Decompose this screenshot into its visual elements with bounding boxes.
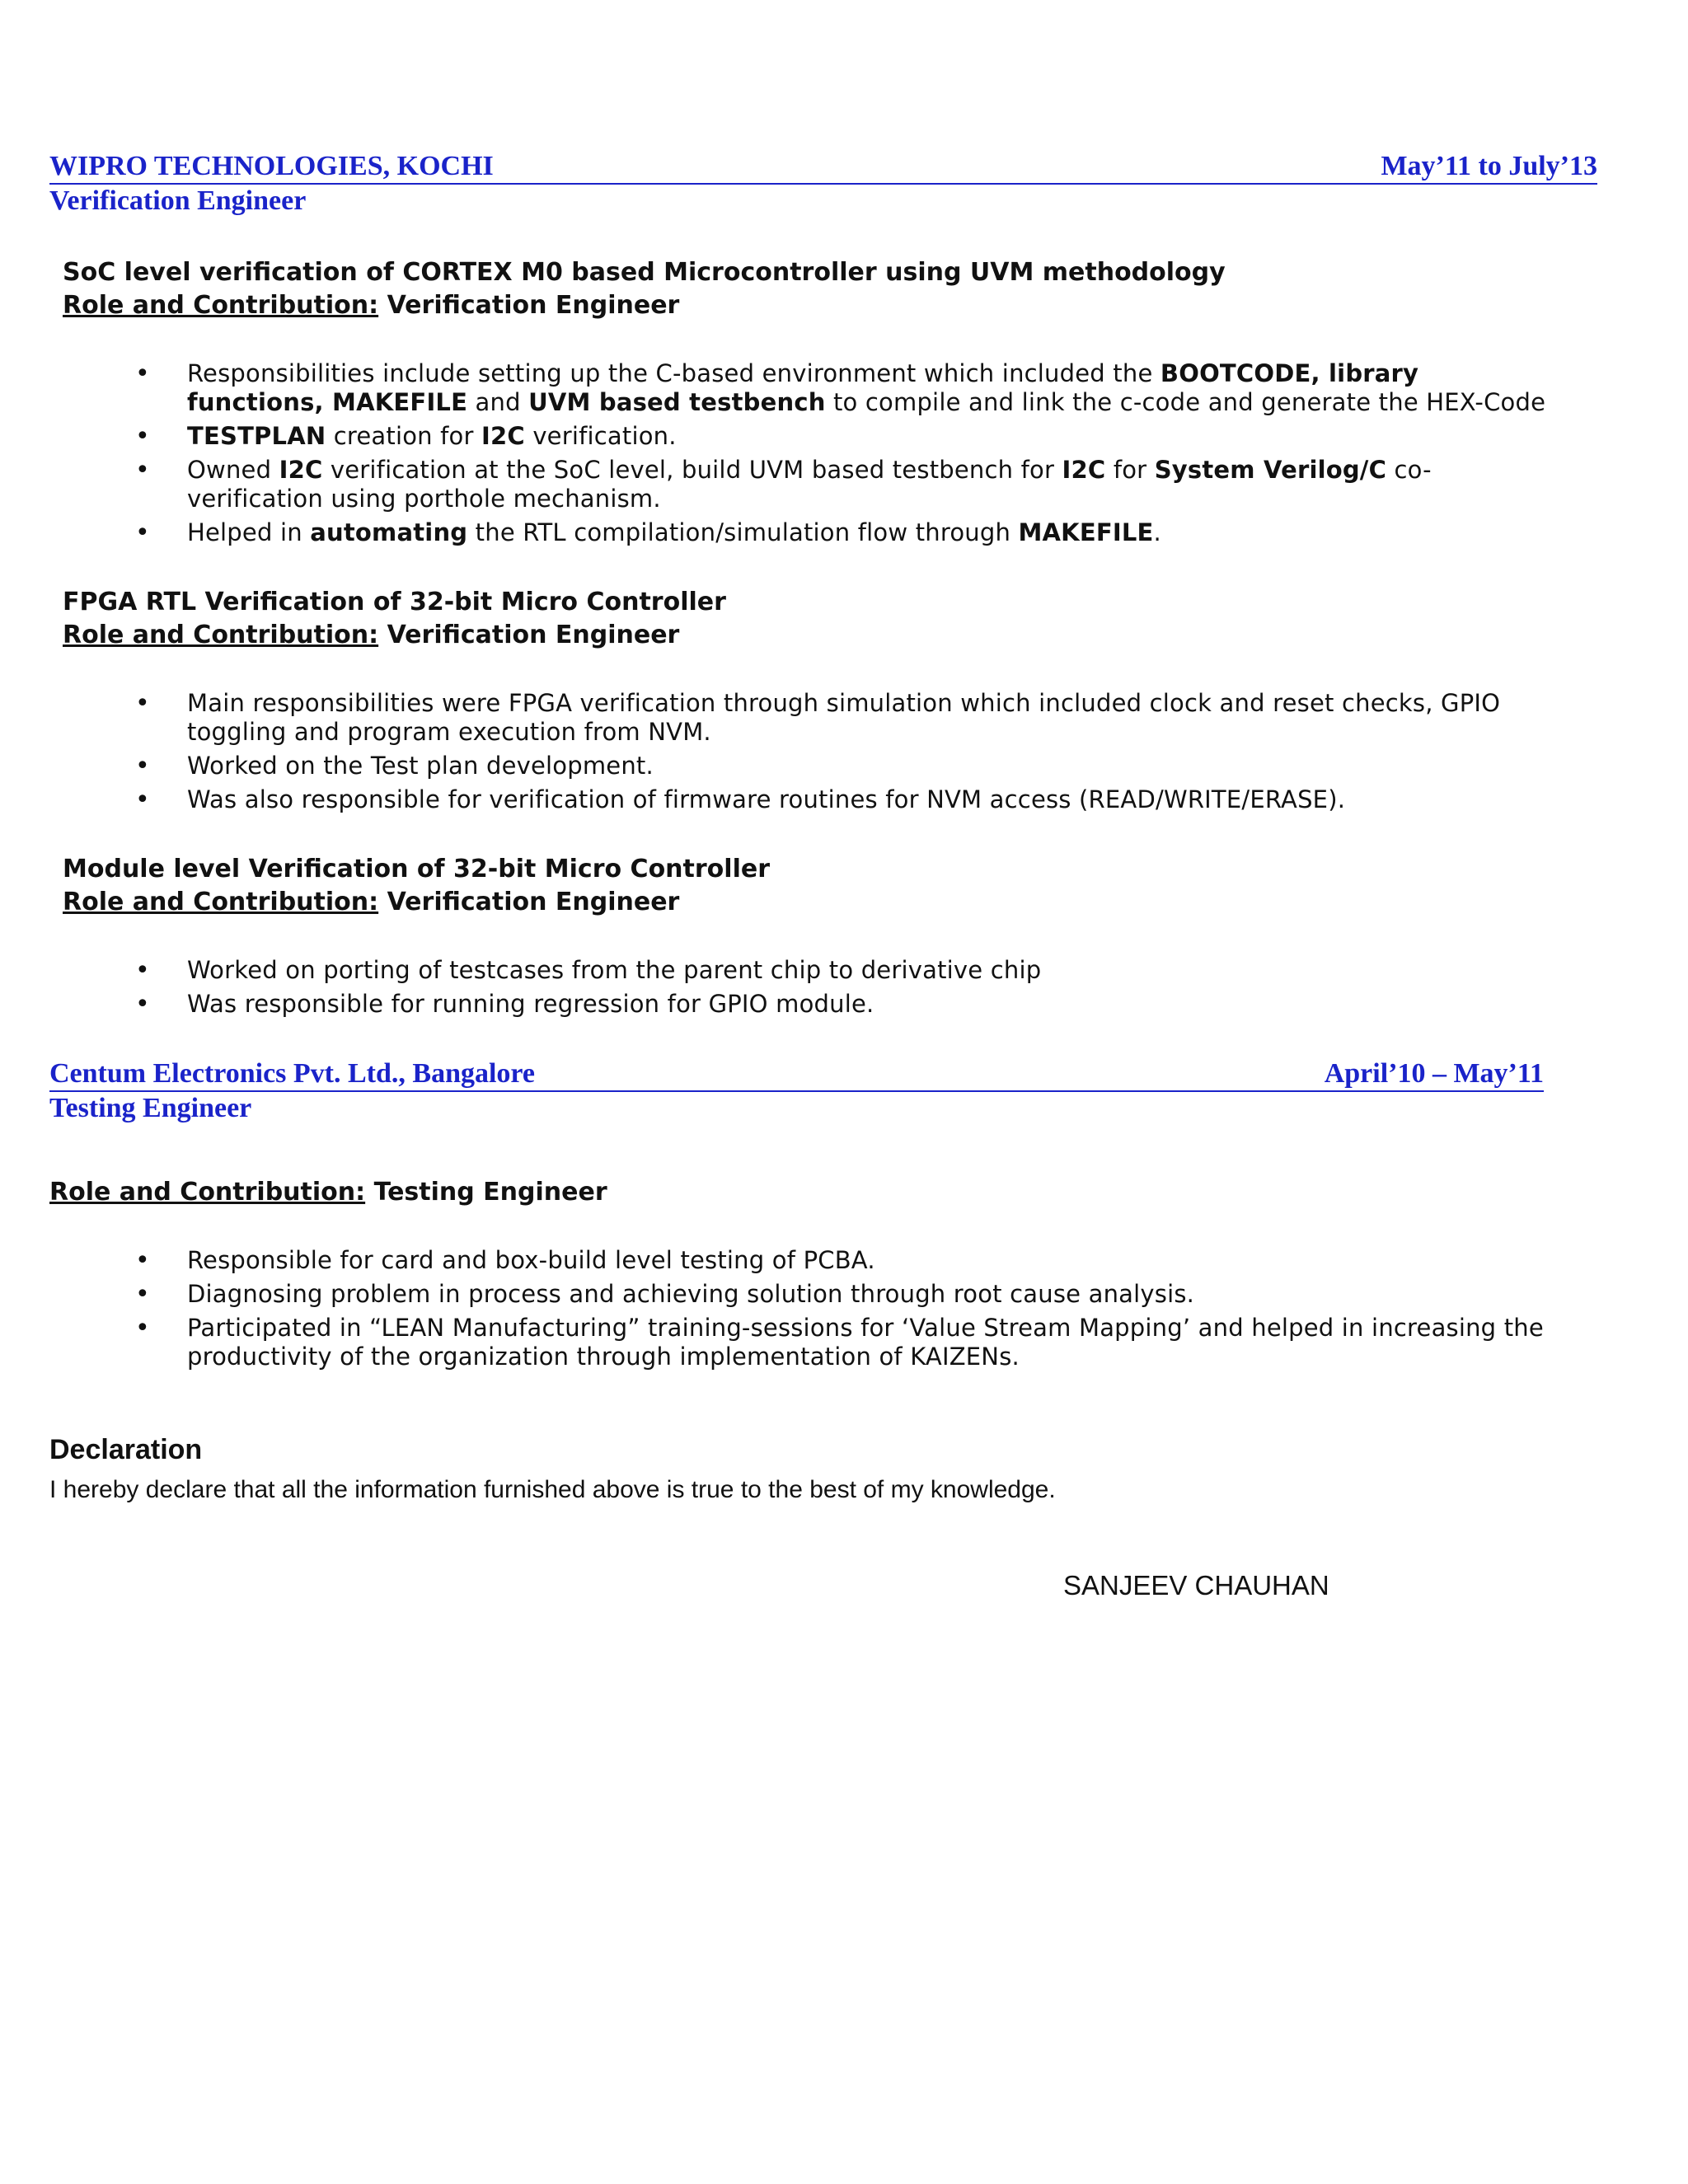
company-name: WIPRO TECHNOLOGIES, KOCHI [49,151,494,181]
project-title: FPGA RTL Verification of 32-bit Micro Controller [63,588,726,616]
job-title: Testing Engineer [49,1093,252,1123]
bullet-item: • Main responsibilities were FPGA verification through simulation which included clock and reset checks, GPIO toggling and program execution from NVM. [0,689,1688,747]
bullet-item: • Owned I2C verification at the SoC level, build UVM based testbench for I2C for System Verilog/C co-verification using porthole mechanism. [0,456,1688,513]
role-label: Role and Contribution: [63,291,379,320]
bullet-item: • Responsible for card and box-build level testing of PCBA. [0,1246,1688,1275]
role-label: Role and Contribution: [63,621,379,649]
company-name: Centum Electronics Pvt. Ltd., Bangalore [49,1058,535,1089]
company-header-wipro [49,150,1597,185]
bullet-item: • Worked on porting of testcases from the parent chip to derivative chip [0,956,1688,985]
role-line [63,886,679,919]
bullet-list [0,956,1688,1024]
employment-dates: May’11 to July’13 [1381,151,1597,181]
bullet-item: • Worked on the Test plan development. [0,752,1688,780]
bullet-item: • Participated in “LEAN Manufacturing” training-sessions for ‘Value Stream Mapping’ and helped in increasing the productivity of the organization through implementation of KAIZENs. [0,1314,1688,1371]
role-line [63,289,679,322]
job-title: Verification Engineer [49,185,307,216]
bullet-list [0,689,1688,819]
bullet-item: • Responsibilities include setting up the C-based environment which included the BOOTCODE, library functions, MAKEFILE and UVM based testbench to compile and link the c-code and generate the HEX-Code [0,359,1688,417]
bullet-list [0,1246,1688,1376]
role-value: Verification Engineer [387,291,680,320]
project-title: Module level Verification of 32-bit Micro Controller [63,855,770,883]
role-label: Role and Contribution: [63,888,379,916]
employment-dates: April’10 – May’11 [1324,1058,1544,1089]
bullet-item: • Helped in automating the RTL compilation/simulation flow through MAKEFILE. [0,518,1688,547]
bullet-item: • TESTPLAN creation for I2C verification. [0,422,1688,451]
declaration-text: I hereby declare that all the information furnished above is true to the best of my knowledge. [49,1476,1056,1503]
signature-name: SANJEEV CHAUHAN [1063,1570,1329,1601]
bullet-item: • Diagnosing problem in process and achieving solution through root cause analysis. [0,1280,1688,1309]
bullet-item: • Was also responsible for verification of firmware routines for NVM access (READ/WRITE/ERASE). [0,785,1688,814]
declaration-heading: Declaration [49,1434,203,1465]
role-line [63,619,679,652]
company-header-centum [49,1057,1544,1092]
role-value: Verification Engineer [387,621,680,649]
role-label: Role and Contribution: [49,1178,366,1207]
role-value: Verification Engineer [387,888,680,916]
role-value: Testing Engineer [373,1178,607,1207]
role-line [49,1176,607,1209]
bullet-item: • Was responsible for running regression for GPIO module. [0,990,1688,1019]
bullet-list [0,359,1688,552]
project-title: SoC level verification of CORTEX M0 based Microcontroller using UVM methodology [63,258,1226,287]
